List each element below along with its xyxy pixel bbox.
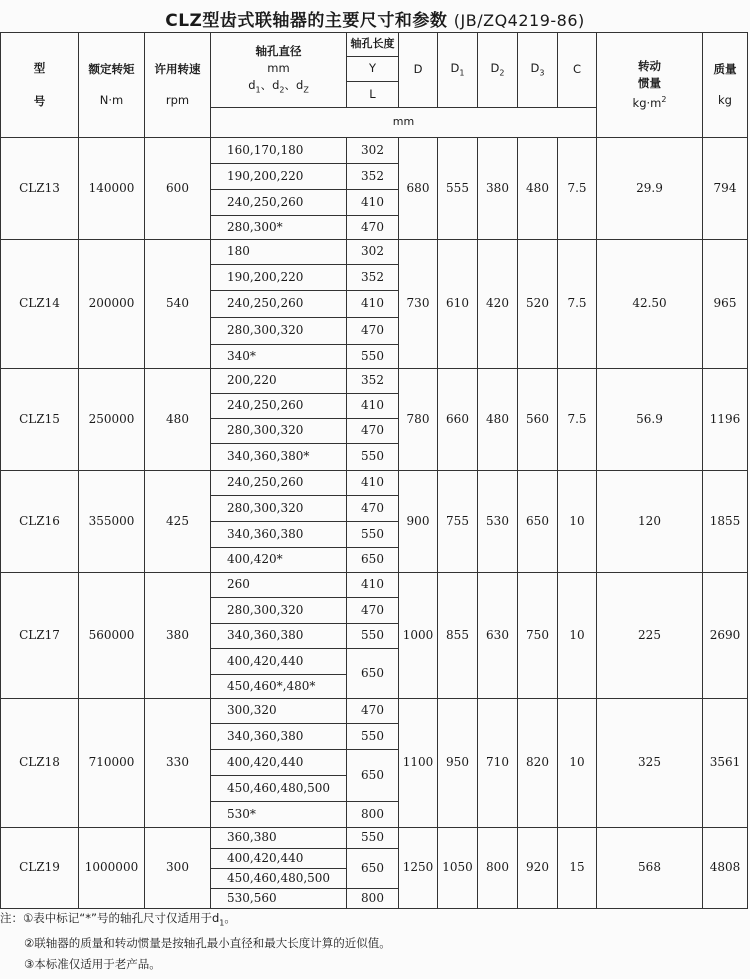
model-name: CLZ15 [1,369,79,471]
rated-torque: 355000 [79,471,145,573]
dim-D3: 750 [518,573,558,699]
dim-D3: 560 [518,369,558,471]
rated-torque: 710000 [79,699,145,828]
allowable-speed: 425 [145,471,211,573]
header-diameter-unit: mm [267,61,290,76]
dim-C: 10 [558,573,597,699]
bore-diameter: 450,460,480,500 [211,869,347,889]
dim-D: 1000 [399,573,438,699]
dim-D1: 555 [438,138,478,240]
mass: 3561 [703,699,748,828]
bore-length: 352 [347,265,399,291]
dim-D1: 660 [438,369,478,471]
header-mass-label: 质量 [713,61,737,76]
dim-D: 680 [399,138,438,240]
bore-diameter: 280,300* [211,216,347,240]
sym-d: 、d [284,78,304,93]
bore-diameter: 160,170,180 [211,138,347,164]
bore-length: 800 [347,802,399,828]
header-length-L: L [347,82,399,108]
model-name: CLZ16 [1,471,79,573]
header-diameter-label: 轴孔直径 [255,44,302,59]
dim-D: 780 [399,369,438,471]
header-D2: $D_2$ [478,33,518,108]
model-name: CLZ17 [1,573,79,699]
bore-diameter: 200,220 [211,369,347,394]
bore-diameter: 280,300,320 [211,318,347,345]
bore-length: 800 [347,889,399,909]
moment-of-inertia: 568 [597,828,703,909]
bore-length: 650 [347,750,399,802]
dim-D: 1100 [399,699,438,828]
bore-length: 410 [347,394,399,419]
header-inertia-label1: 转动 [638,59,661,74]
table-row [1,573,748,598]
dim-C: 7.5 [558,240,597,369]
bore-diameter: 280,300,320 [211,496,347,522]
dim-D2: 480 [478,369,518,471]
bore-length: 550 [347,345,399,369]
mass: 1855 [703,471,748,573]
bore-diameter: 340,360,380 [211,624,347,649]
moment-of-inertia: 225 [597,573,703,699]
moment-of-inertia: 29.9 [597,138,703,240]
allowable-speed: 540 [145,240,211,369]
bore-diameter: 190,200,220 [211,164,347,190]
dim-C: 15 [558,828,597,909]
dim-D2: 380 [478,138,518,240]
header-D1: $D_1$ [438,33,478,108]
table-body [1,138,748,909]
rated-torque: 250000 [79,369,145,471]
bore-diameter: 400,420,440 [211,750,347,776]
model-name: CLZ14 [1,240,79,369]
allowable-speed: 600 [145,138,211,240]
mass: 4808 [703,828,748,909]
bore-length: 550 [347,828,399,849]
header-diameter-symbols [211,79,346,94]
bore-diameter: 400,420,440 [211,649,347,675]
dim-D1: 610 [438,240,478,369]
header-length: 轴孔长度 [347,33,399,57]
note-3: ③本标准仅适用于老产品。 [24,957,161,972]
dim-D3: 480 [518,138,558,240]
header-C: C [558,33,597,108]
moment-of-inertia: 56.9 [597,369,703,471]
dim-D: 1250 [399,828,438,909]
dim-D2: 630 [478,573,518,699]
bore-length: 470 [347,216,399,240]
header-torque-unit: N·m [99,93,124,107]
header-mm-unit: mm [211,108,597,138]
note-2: ②联轴器的质量和转动惯量是按轴孔最小直径和最大长度计算的近似值。 [24,936,391,951]
bore-length: 650 [347,849,399,889]
bore-length: 550 [347,624,399,649]
dim-D1: 950 [438,699,478,828]
bore-diameter: 180 [211,240,347,265]
bore-length: 650 [347,548,399,573]
dim-D3: 520 [518,240,558,369]
bore-diameter: 340* [211,345,347,369]
dim-D3: 820 [518,699,558,828]
bore-length: 650 [347,649,399,699]
bore-diameter: 340,360,380 [211,724,347,750]
bore-length: 550 [347,724,399,750]
bore-length: 470 [347,699,399,724]
bore-length: 302 [347,138,399,164]
mass: 1196 [703,369,748,471]
bore-diameter: 190,200,220 [211,265,347,291]
dim-D: 730 [399,240,438,369]
bore-length: 470 [347,318,399,345]
bore-length: 410 [347,573,399,598]
bore-diameter: 400,420,440 [211,849,347,869]
dim-D: 900 [399,471,438,573]
bore-length: 352 [347,369,399,394]
table-row [1,369,748,394]
header-length-Y: Y [347,57,399,82]
dim-D3: 920 [518,828,558,909]
bore-diameter: 450,460*,480* [211,675,347,699]
bore-diameter: 300,320 [211,699,347,724]
bore-diameter: 240,250,260 [211,471,347,496]
header-inertia-unit: $kg\cdot m^2$ [632,94,667,110]
allowable-speed: 330 [145,699,211,828]
moment-of-inertia: 120 [597,471,703,573]
model-name: CLZ19 [1,828,79,909]
dim-D2: 800 [478,828,518,909]
bore-length: 470 [347,598,399,624]
sym-sub: 1 [255,85,261,95]
bore-diameter: 450,460,480,500 [211,776,347,802]
rated-torque: 1000000 [79,828,145,909]
bore-length: 352 [347,164,399,190]
sym-sub: Z [303,85,309,95]
table-row [1,240,748,265]
bore-length: 470 [347,419,399,444]
header-diameter [211,33,347,108]
dim-D2: 710 [478,699,518,828]
header-type-bottom: 号 [33,94,46,108]
moment-of-inertia: 42.50 [597,240,703,369]
table-header [1,33,748,138]
bore-length: 302 [347,240,399,265]
rated-torque: 140000 [79,138,145,240]
bore-diameter: 530* [211,802,347,828]
header-type-top: 型 [33,60,46,75]
bore-length: 410 [347,291,399,318]
note-1: 注：①表中标记“*”号的轴孔尺寸仅适用于$d_1$。 [0,911,236,928]
dim-C: 10 [558,699,597,828]
sym-sub: 2 [279,85,285,95]
header-speed-unit: rpm [165,93,190,107]
rated-torque: 200000 [79,240,145,369]
bore-length: 410 [347,190,399,216]
parameter-table [0,32,748,909]
bore-diameter: 280,300,320 [211,598,347,624]
dim-D3: 650 [518,471,558,573]
header-speed-label: 许用转速 [154,61,201,76]
mass: 794 [703,138,748,240]
mass: 965 [703,240,748,369]
dim-C: 7.5 [558,369,597,471]
bore-diameter: 260 [211,573,347,598]
bore-diameter: 240,250,260 [211,394,347,419]
header-mass-unit: kg [718,93,732,107]
page-title [0,6,750,31]
dim-D1: 855 [438,573,478,699]
notes [0,908,750,975]
moment-of-inertia: 325 [597,699,703,828]
model-name: CLZ18 [1,699,79,828]
dim-C: 10 [558,471,597,573]
header-torque [79,33,145,138]
allowable-speed: 480 [145,369,211,471]
dim-D2: 420 [478,240,518,369]
bore-diameter: 340,360,380* [211,444,347,471]
bore-length: 550 [347,444,399,471]
table-row [1,138,748,164]
bore-diameter: 280,300,320 [211,419,347,444]
bore-diameter: 340,360,380 [211,522,347,548]
title-text: CLZ型齿式联轴器的主要尺寸和参数 [165,11,448,31]
dim-C: 7.5 [558,138,597,240]
table-row [1,699,748,724]
dim-D2: 530 [478,471,518,573]
bore-length: 470 [347,496,399,522]
mass: 2690 [703,573,748,699]
bore-diameter: 240,250,260 [211,190,347,216]
standard-number: (JB/ZQ4219-86) [453,11,585,30]
bore-diameter: 530,560 [211,889,347,909]
bore-diameter: 240,250,260 [211,291,347,318]
header-D3: $D_3$ [518,33,558,108]
bore-diameter: 400,420* [211,548,347,573]
bore-diameter: 360,380 [211,828,347,849]
header-type [1,33,79,138]
bore-length: 550 [347,522,399,548]
header-torque-label: 额定转矩 [88,61,135,76]
table-row [1,828,748,849]
sym-d: 、d [260,78,280,93]
header-D: D [399,33,438,108]
sym-d: d [248,78,256,93]
header-mass [703,33,748,138]
dim-D1: 755 [438,471,478,573]
allowable-speed: 300 [145,828,211,909]
header-inertia-label2: 惯量 [638,76,661,91]
header-speed [145,33,211,138]
model-name: CLZ13 [1,138,79,240]
dim-D1: 1050 [438,828,478,909]
allowable-speed: 380 [145,573,211,699]
rated-torque: 560000 [79,573,145,699]
header-inertia [597,33,703,138]
table-row [1,471,748,496]
bore-length: 410 [347,471,399,496]
